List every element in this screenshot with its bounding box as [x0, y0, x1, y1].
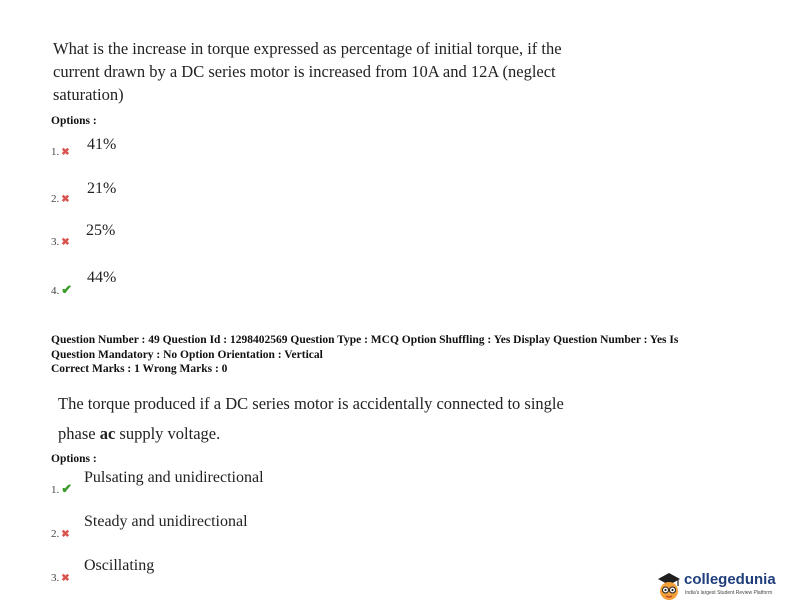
option-index: 2. [51, 528, 60, 540]
option-text: 44% [87, 269, 117, 286]
meta-line: Question Number : 49 Question Id : 1298402569 Question Type : MCQ Option Shuffling : Yes Display Question Number : Yes Is [51, 334, 679, 346]
logo-name: collegedunia [684, 571, 776, 588]
wrong-mark-icon: ✖ [61, 237, 70, 248]
option-text: 21% [87, 180, 117, 197]
text-span: phase [58, 424, 100, 443]
wrong-mark-icon: ✖ [61, 573, 70, 584]
question-1-line: current drawn by a DC series motor is increased from 10A and 12A (neglect [53, 62, 556, 81]
question-1-text [53, 37, 613, 106]
option-text: Steady and unidirectional [84, 513, 248, 530]
option-index: 1. [51, 484, 60, 496]
option-number [51, 146, 70, 158]
question-2-line [58, 419, 658, 449]
option-text: Pulsating and unidirectional [84, 469, 264, 486]
question-2-text [58, 389, 658, 449]
bold-text: ac [99, 424, 116, 443]
option-index: 3. [51, 236, 60, 248]
meta-line: Question Mandatory : No Option Orientation : Vertical [51, 348, 323, 361]
option-number [51, 193, 70, 205]
mascot-icon [654, 568, 684, 602]
option-number [51, 282, 72, 298]
logo-tagline: India's largest Student Review Platform [685, 590, 773, 596]
options-label: Options : [51, 453, 97, 465]
question-2-line: The torque produced if a DC series motor is accidentally connected to single [58, 394, 564, 413]
option-index: 2. [51, 193, 60, 205]
wrong-mark-icon: ✖ [61, 194, 70, 205]
option-number [51, 572, 70, 584]
option-index: 4. [51, 285, 60, 297]
text-span: supply voltage. [115, 424, 221, 443]
option-index: 1. [51, 146, 60, 158]
question-meta [51, 333, 771, 377]
option-number [51, 236, 70, 248]
wrong-mark-icon: ✖ [61, 529, 70, 540]
options-label: Options : [51, 115, 97, 127]
correct-mark-icon: ✔ [61, 481, 73, 496]
wrong-mark-icon: ✖ [61, 147, 70, 158]
option-text: 41% [87, 136, 117, 153]
question-1-line: What is the increase in torque expressed as percentage of initial torque, if the [53, 39, 562, 58]
question-1-line: saturation) [53, 85, 124, 104]
meta-line: Correct Marks : 1 Wrong Marks : 0 [51, 363, 228, 375]
option-number [51, 528, 70, 540]
option-text: Oscillating [84, 557, 155, 574]
collegedunia-logo [654, 568, 782, 604]
option-number [51, 481, 72, 497]
correct-mark-icon: ✔ [61, 282, 73, 297]
option-text: 25% [86, 222, 116, 239]
option-index: 3. [51, 572, 60, 584]
